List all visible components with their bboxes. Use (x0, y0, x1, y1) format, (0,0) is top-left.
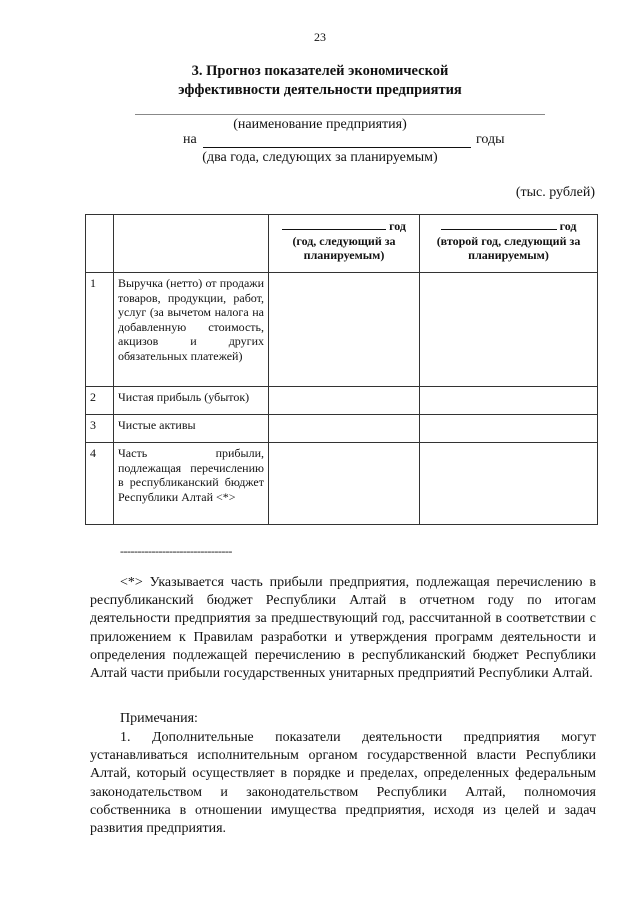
row-year1-value (269, 273, 420, 387)
row-year2-value (420, 387, 598, 415)
year1-caption: (год, следующий за планируемым) (292, 233, 396, 262)
row-year2-value (420, 273, 598, 387)
notes-heading: Примечания: (120, 711, 198, 726)
section-title-line-1: 3. Прогноз показателей экономической (191, 63, 449, 79)
table-row (86, 273, 598, 387)
enterprise-name-caption: (наименование предприятия) (233, 117, 407, 132)
row-label: Чистые активы (114, 415, 269, 443)
row-year1-value (269, 443, 420, 525)
row-num: 4 (86, 443, 114, 525)
table-row (86, 443, 598, 525)
years-prefix: на (183, 132, 197, 147)
year2-caption: (второй год, следующий за планируемым) (436, 233, 581, 262)
footnote-text: <*> Указывается часть прибыли предприятия, подлежащая перечислению в республиканский бюджет Республики Алтай в отчетном году по итогам деятельности предприятия за предшествующий год, рассчитанной в соответствии с приложением к Правилам разработки и утверждения программ деятельности и определения подлежащей перечислению в республиканский бюджет Республики Алтай части прибыли государственных унитарных предприятий Республики Алтай. (90, 575, 596, 682)
indicators-table (85, 214, 598, 525)
table-header-row (86, 215, 598, 273)
table-row (86, 415, 598, 443)
row-num: 2 (86, 387, 114, 415)
page-number: 23 (314, 30, 326, 44)
row-num: 1 (86, 273, 114, 387)
footnote-separator: -------------------------------- (120, 544, 232, 558)
row-year2-value (420, 443, 598, 525)
header-indicator-cell (114, 215, 269, 273)
notes-item-1: 1. Дополнительные показатели деятельности предприятия могут устанавливаться исполнительным органом государственной власти Республики Алтай, который осуществляет в порядке и пределах, определенных федеральным законодательством и законодательством Республики Алтай, полномочия собственника в отношении имущества предприятия, исходя из целей и задач развития предприятия. (90, 730, 596, 837)
header-year1-cell (269, 215, 420, 273)
section-title-line-2: эффективности деятельности предприятия (178, 82, 462, 98)
years-line (203, 147, 471, 148)
year2-blank-line (441, 218, 557, 230)
unit-label: (тыс. рублей) (515, 185, 595, 200)
row-year2-value (420, 415, 598, 443)
row-year1-value (269, 415, 420, 443)
row-year1-value (269, 387, 420, 415)
year2-word: год (559, 219, 577, 233)
row-label: Выручка (нетто) от продажи товаров, продукции, работ, услуг (за вычетом налога на добавленную стоимость, акцизов и других обязательных платежей) (114, 273, 269, 387)
years-suffix: годы (476, 132, 505, 147)
row-label: Чистая прибыль (убыток) (114, 387, 269, 415)
header-num-cell (86, 215, 114, 273)
years-caption: (два года, следующих за планируемым) (202, 150, 438, 165)
section-title (0, 62, 640, 100)
row-num: 3 (86, 415, 114, 443)
year1-word: год (389, 219, 406, 233)
table-row (86, 387, 598, 415)
row-label: Часть прибыли, подлежащая перечислению в республиканский бюджет Республики Алтай <*> (114, 443, 269, 525)
header-year2-cell (420, 215, 598, 273)
year1-blank-line (282, 218, 386, 230)
enterprise-name-line (135, 114, 545, 115)
